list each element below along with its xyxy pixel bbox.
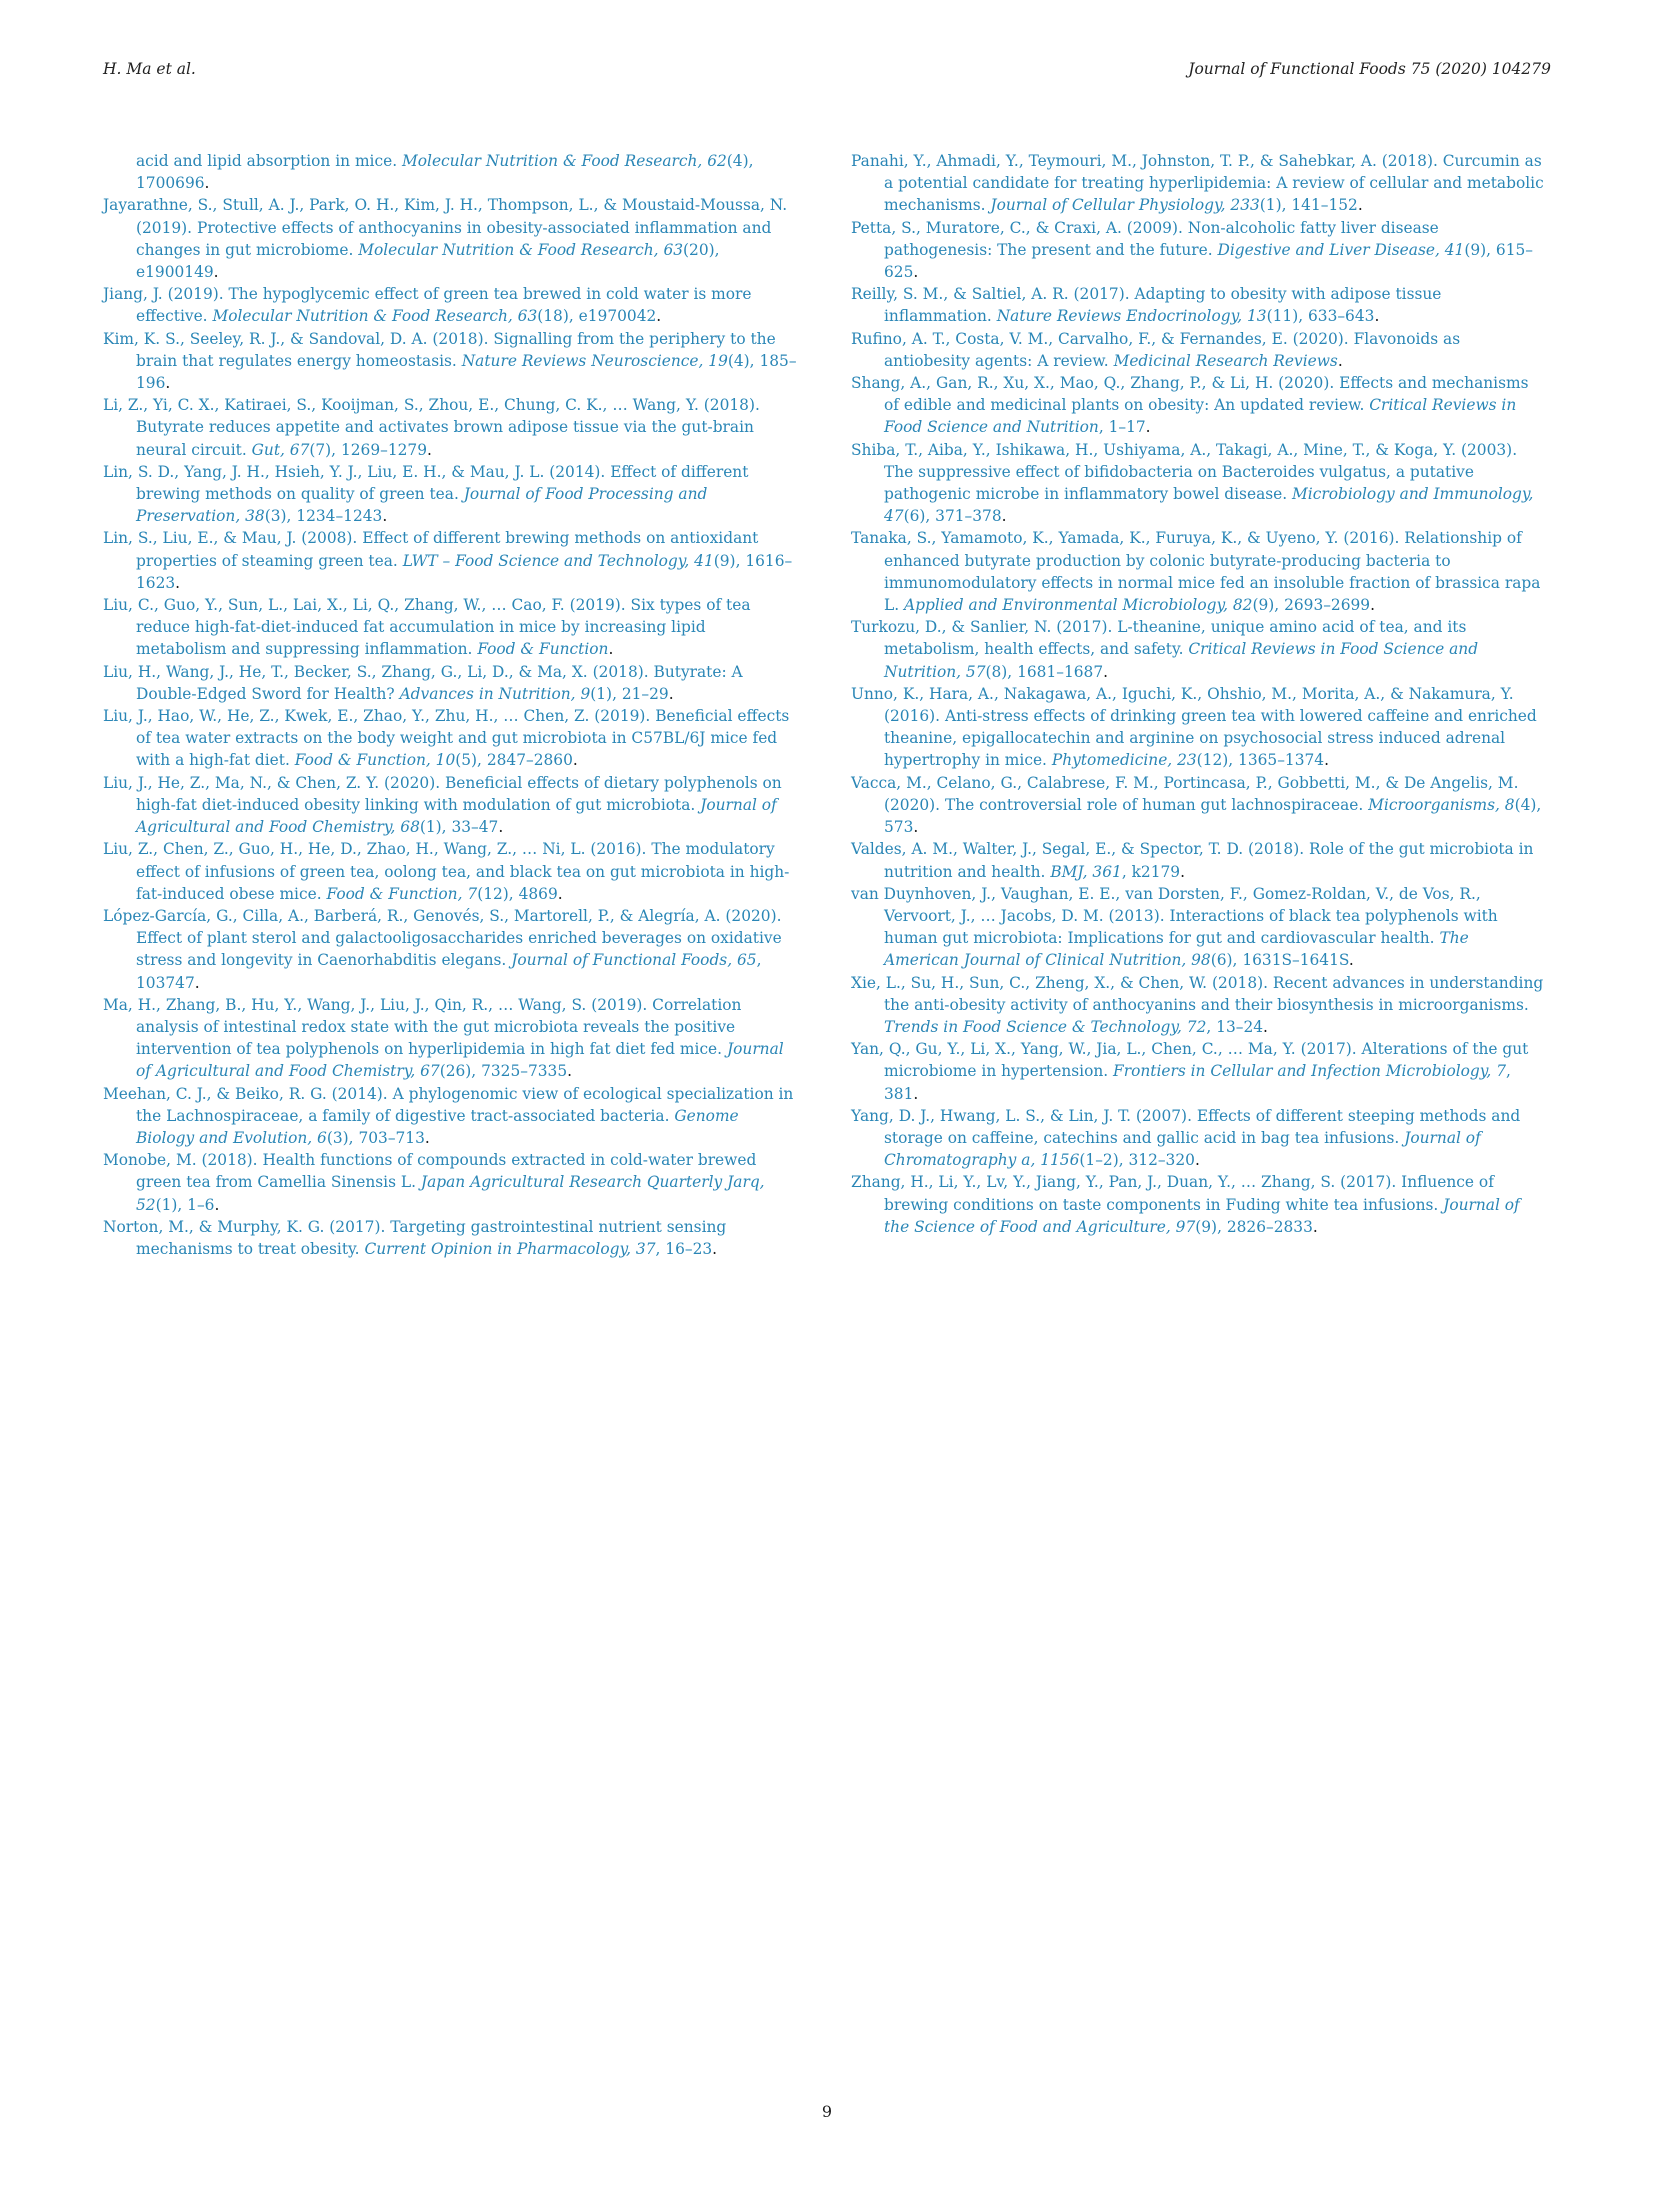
reference-text: Vacca, M., Celano, G., Calabrese, F. M., Portincasa, P., Gobbetti, M., & De Angelis, M. (2020). The controversial role of human gut lachnospiraceae. [851,773,1519,814]
reference-volume-pages: (9), 615–625 [884,240,1533,282]
references-column-right [851,150,1546,1238]
reference-volume-pages: (20), e1900149 [136,240,720,282]
reference-volume-pages: (3), 703–713 [326,1128,425,1147]
reference-text: Yan, Q., Gu, Y., Li, X., Yang, W., Jia, L., Chen, C., … Ma, Y. (2017). Alterations of the gut microbiome in hypertension. [851,1040,1529,1081]
reference-volume-pages: (5), 2847–2860 [455,751,573,770]
reference-text: Jayarathne, S., Stull, A. J., Park, O. H., Kim, J. H., Thompson, L., & Moustaid-Moussa, N. (2019). Protective effects of anthocyanins in obesity-associated inflammation and changes in gut microbiome. [103,196,788,259]
reference-period: . [1357,196,1363,215]
reference-period: . [567,1062,573,1081]
reference-text: Liu, J., He, Z., Ma, N., & Chen, Z. Y. (2020). Beneficial effects of dietary polyphenols on high-fat diet-induced obesity linking with modulation of gut microbiota. [103,773,782,814]
reference-text: Norton, M., & Murphy, K. G. (2017). Targeting gastrointestinal nutrient sensing mechanisms to treat obesity. [103,1217,727,1258]
reference-entry[interactable] [851,972,1546,1039]
reference-volume-pages: (4), 573 [884,795,1542,837]
reference-journal: BMJ, 361 [1050,862,1122,881]
reference-volume-pages: (3), 1234–1243 [264,507,383,526]
reference-entry[interactable] [851,328,1546,372]
reference-entry[interactable] [851,838,1546,882]
reference-text: Shang, A., Gan, R., Xu, X., Mao, Q., Zhang, P., & Li, H. (2020). Effects and mechanisms of edible and medicinal plants on obesity: An updated review. [851,374,1529,415]
reference-text: Shiba, T., Aiba, Y., Ishikawa, H., Ushiyama, A., Takagi, A., Mine, T., & Koga, Y. (2003). The suppressive effect of bifidobacteria on Bacteroides vulgatus, a putative pathogenic microbe in inflammatory bowel disease. [851,440,1518,504]
reference-entry[interactable] [103,1083,798,1150]
reference-text: acid and lipid absorption in mice. [136,152,402,170]
reference-journal: Current Opinion in Pharmacology, 37 [364,1239,656,1258]
reference-volume-pages: , 16–23 [655,1239,713,1258]
reference-volume-pages: (6), 371–378 [903,507,1002,526]
reference-journal: Nature Reviews Neuroscience, 19 [461,351,728,370]
reference-journal: Advances in Nutrition, 9 [399,684,591,703]
reference-text: Monobe, M. (2018). Health functions of compounds extracted in cold-water brewed green tea from Camellia Sinensis L. [103,1151,757,1192]
reference-period: . [1312,1217,1318,1236]
reference-text: Kim, K. S., Seeley, R. J., & Sandoval, D. A. (2018). Signalling from the periphery to the brain that regulates energy homeostasis. [103,329,776,370]
reference-volume-pages: (26), 7325–7335 [439,1062,568,1081]
reference-period: . [204,174,210,193]
reference-text: van Duynhoven, J., Vaughan, E. E., van Dorsten, F., Gomez-Roldan, V., de Vos, R., Vervoort, J., … Jacobs, D. M. (2013). Interactions of black tea polyphenols with human gut microbiota: Implications for gut and cardiovascular health. [851,884,1498,948]
reference-text: Liu, C., Guo, Y., Sun, L., Lai, X., Li, Q., Zhang, W., … Cao, F. (2019). Six types of tea reduce high-fat-diet-induced fat accumulation in mice by increasing lipid metabolism and suppressing inflammation. [103,596,751,659]
reference-volume-pages: (1), 33–47 [419,818,499,837]
reference-text: Yang, D. J., Hwang, L. S., & Lin, J. T. (2007). Effects of different steeping methods and storage on caffeine, catechins and gallic acid in bag tea infusions. [851,1106,1521,1147]
reference-period: . [712,1239,718,1258]
reference-period: . [498,818,504,837]
reference-journal: Journal of Chromatography a, 1156 [884,1128,1481,1170]
reference-text: Liu, Z., Chen, Z., Guo, H., He, D., Zhao, H., Wang, Z., … Ni, L. (2016). The modulatory effect of infusions of green tea, oolong tea, and black tea on gut microbiota in high-fat-induced obese mice. [103,840,790,903]
reference-entry[interactable] [851,1105,1546,1172]
reference-period: . [1001,507,1007,526]
reference-journal: Journal of Cellular Physiology, 233 [990,196,1260,215]
reference-entry[interactable] [851,616,1546,683]
reference-entry[interactable] [851,527,1546,616]
reference-volume-pages: (1–2), 312–320 [1079,1151,1195,1170]
reference-entry[interactable] [851,439,1546,528]
reference-entry[interactable] [851,150,1546,217]
reference-volume-pages: (9), 2693–2699 [1252,596,1371,615]
reference-journal: Molecular Nutrition & Food Research, 62 [402,152,727,170]
reference-journal: Journal of Functional Foods, 65 [511,951,757,970]
reference-period: . [427,440,432,459]
references-column-left [103,150,798,1260]
reference-journal: Journal of the Science of Food and Agriculture, 97 [884,1195,1520,1236]
reference-entry[interactable] [851,283,1546,327]
reference-journal: Journal of Agricultural and Food Chemistry, 67 [136,1040,784,1081]
reference-entry[interactable] [103,594,798,661]
reference-volume-pages: (7), 1269–1279 [309,440,427,459]
reference-text: Lin, S. D., Yang, J. H., Hsieh, Y. J., Liu, E. H., & Mau, J. L. (2014). Effect of different brewing methods on quality of green tea. [103,462,749,504]
reference-journal: Journal of Food Processing and Preservation, 38 [136,485,708,526]
running-head-journal: Journal of Functional Foods 75 (2020) 104279 [1188,60,1551,78]
reference-entry[interactable] [851,683,1546,772]
reference-journal: Phytomedicine, 23 [1051,751,1197,770]
reference-period: . [424,1128,430,1147]
reference-text: Xie, L., Su, H., Sun, C., Zheng, X., & Chen, W. (2018). Recent advances in understanding the anti-obesity activity of anthocyanins and their biosynthesis in microorganisms. [851,973,1544,1014]
reference-entry[interactable] [103,772,798,839]
reference-volume-pages: , 103747 [136,951,762,992]
reference-period: . [214,1195,220,1214]
reference-journal: Molecular Nutrition & Food Research, 63 [212,307,538,326]
running-head-authors: H. Ma et al. [103,60,196,78]
reference-volume-pages: (9), 1616–1623 [136,551,793,592]
reference-journal: Microorganisms, 8 [1368,795,1515,814]
reference-entry[interactable] [103,283,798,327]
reference-journal: Critical Reviews in Food Science and Nutrition [884,396,1517,437]
reference-text: Meehan, C. J., & Beiko, R. G. (2014). A phylogenomic view of ecological specialization in the Lachnospiraceae, a family of digestive tract-associated bacteria. [103,1084,794,1125]
reference-entry[interactable] [103,994,798,1083]
reference-volume-pages: (12), 4869 [477,884,558,903]
reference-journal: Applied and Environmental Microbiology, 82 [904,596,1253,615]
reference-journal: Medicinal Research Reviews [1113,351,1338,370]
reference-journal: Microbiology and Immunology, 47 [884,485,1534,526]
reference-entry[interactable] [103,150,798,194]
reference-entry[interactable] [851,372,1546,439]
reference-journal: Molecular Nutrition & Food Research, 63 [358,240,684,259]
reference-journal: Food & Function, 10 [294,751,456,770]
reference-entry[interactable] [103,194,798,283]
reference-journal: Journal of Agricultural and Food Chemistry, 68 [136,795,777,837]
reference-journal: Trends in Food Science & Technology, 72 [884,1017,1207,1036]
reference-text: Jiang, J. (2019). The hypoglycemic effect of green tea brewed in cold water is more effective. [103,285,752,326]
reference-volume-pages: (11), 633–643 [1266,307,1375,326]
running-head [103,60,1551,82]
reference-entry[interactable] [103,1216,798,1260]
reference-text: Lin, S., Liu, E., & Mau, J. (2008). Effect of different brewing methods on antioxidant properties of steaming green tea. [103,529,759,570]
reference-period: . [913,1084,919,1103]
reference-volume-pages: (12), 1365–1374 [1196,751,1325,770]
reference-entry[interactable] [103,394,798,461]
reference-volume-pages: (1), 141–152 [1259,196,1358,215]
reference-period: . [1370,596,1376,615]
reference-entry[interactable] [103,328,798,395]
reference-journal: The American Journal of Clinical Nutrition, 98 [884,929,1469,970]
reference-text: Valdes, A. M., Walter, J., Segal, E., & Spector, T. D. (2018). Role of the gut microbiota in nutrition and health. [851,840,1534,881]
reference-period: . [1337,351,1343,370]
reference-journal: Food & Function, 7 [326,884,478,903]
reference-text: Panahi, Y., Ahmadi, Y., Teymouri, M., Johnston, T. P., & Sahebkar, A. (2018). Curcumin as a potential candidate for treating hyperlipidemia: A review of cellular and metabolic mechanisms. [851,152,1544,215]
reference-text: Tanaka, S., Yamamoto, K., Yamada, K., Furuya, K., & Uyeno, Y. (2016). Relationship of enhanced butyrate production by colonic butyrate-producing bacteria to immunomodulatory effects in normal mice fed an insoluble fraction of brassica rapa L. [851,529,1541,615]
reference-volume-pages: , 381 [884,1062,1511,1103]
reference-period: . [382,507,388,526]
reference-period: . [175,573,181,592]
reference-text: Ma, H., Zhang, B., Hu, Y., Wang, J., Liu, J., Qin, R., … Wang, S. (2019). Correlation analysis of intestinal redox state with the gut microbiota reveals the positive intervention of tea polyphenols on hyperlipidemia in high fat diet fed mice. [103,995,742,1059]
reference-text: Unno, K., Hara, A., Nakagawa, A., Iguchi, K., Ohshio, M., Morita, A., & Nakamura, Y. (2016). Anti-stress effects of drinking green tea with lowered caffeine and enriched theanine, epigallocatechin and arginine on psychosocial stress induced adrenal hypertrophy in mice. [851,684,1537,770]
reference-entry[interactable] [851,883,1546,972]
reference-period: . [1180,862,1185,881]
reference-volume-pages: , 13–24 [1206,1017,1264,1036]
reference-journal: Genome Biology and Evolution, 6 [136,1106,739,1147]
reference-entry[interactable] [851,217,1546,284]
reference-period: . [1145,418,1151,437]
reference-entry[interactable] [851,1171,1546,1238]
reference-text: Zhang, H., Li, Y., Lv, Y., Jiang, Y., Pan, J., Duan, Y., … Zhang, S. (2017). Influence of brewing conditions on taste components in Fuding white tea infusions. [851,1173,1494,1214]
reference-period: . [608,640,614,659]
reference-period: . [1374,307,1380,326]
reference-journal: Nature Reviews Endocrinology, 13 [996,307,1267,326]
reference-journal: LWT – Food Science and Technology, 41 [402,551,714,570]
reference-volume-pages: (1), 1–6 [155,1195,215,1214]
reference-entry[interactable] [103,905,798,994]
reference-volume-pages: (4), 1700696 [136,152,754,193]
reference-entry[interactable] [103,838,798,905]
reference-journal: Japan Agricultural Research Quarterly Jarq, 52 [136,1173,765,1214]
reference-volume-pages: , 1–17 [1098,418,1146,437]
reference-period: . [165,374,171,393]
reference-period: . [557,884,563,903]
reference-entry[interactable] [103,461,798,528]
reference-period: . [213,263,219,282]
reference-entry[interactable] [103,1149,798,1216]
reference-period: . [913,263,919,282]
reference-entry[interactable] [103,527,798,594]
reference-text: Reilly, S. M., & Saltiel, A. R. (2017). Adapting to obesity with adipose tissue inflammation. [851,285,1442,326]
reference-text: Liu, H., Wang, J., He, T., Becker, S., Zhang, G., Li, D., & Ma, X. (2018). Butyrate: A Double-Edged Sword for Health? [103,662,743,703]
reference-entry[interactable] [103,705,798,772]
reference-text: Turkozu, D., & Sanlier, N. (2017). L-theanine, unique amino acid of tea, and its metabolism, health effects, and safety. [851,618,1467,659]
reference-journal: Digestive and Liver Disease, 41 [1217,240,1465,259]
reference-text: López-García, G., Cilla, A., Barberá, R., Genovés, S., Martorell, P., & Alegría, A. (2020). Effect of plant sterol and galactooligosaccharides enriched beverages on oxidative stress and longevity in Caenorhabditis elegans. [103,906,782,970]
reference-entry[interactable] [103,661,798,705]
reference-text: Li, Z., Yi, C. X., Katiraei, S., Kooijman, S., Zhou, E., Chung, C. K., … Wang, Y. (2018). Butyrate reduces appetite and activates brown adipose tissue via the gut-brain neural circuit. [103,396,760,459]
reference-volume-pages: (18), e1970042 [537,307,657,326]
reference-journal: Critical Reviews in Food Science and Nutrition, 57 [884,640,1479,681]
reference-entry[interactable] [851,772,1546,839]
reference-period: . [194,973,200,992]
page-number: 9 [821,2102,833,2121]
reference-period: . [656,307,662,326]
reference-volume-pages: , k2179 [1121,862,1181,881]
reference-journal: Food & Function [477,640,609,659]
reference-text: Rufino, A. T., Costa, V. M., Carvalho, F., & Fernandes, E. (2020). Flavonoids as antiobesity agents: A review. [851,329,1461,370]
reference-volume-pages: (1), 21–29 [590,684,669,703]
reference-volume-pages: (4), 185–196 [136,351,797,393]
reference-period: . [1263,1017,1268,1036]
reference-period: . [572,751,578,770]
reference-volume-pages: (6), 1631S–1641S [1210,951,1349,970]
reference-period: . [1103,662,1109,681]
reference-entry[interactable] [851,1038,1546,1105]
reference-period: . [1324,751,1329,770]
reference-text: Petta, S., Muratore, C., & Craxi, A. (2009). Non-alcoholic fatty liver disease pathogenesis: The present and the future. [851,218,1439,259]
reference-period: . [668,684,674,703]
reference-journal: Frontiers in Cellular and Infection Microbiology, 7 [1113,1062,1506,1081]
reference-period: . [1194,1151,1200,1170]
reference-period: . [913,818,919,837]
reference-text: Liu, J., Hao, W., He, Z., Kwek, E., Zhao, Y., Zhu, H., … Chen, Z. (2019). Beneficial effects of tea water extracts on the body weight and gut microbiota in C57BL/6J mice fed with a high-fat diet. [103,707,790,770]
reference-volume-pages: (8), 1681–1687 [985,662,1104,681]
reference-volume-pages: (9), 2826–2833 [1195,1217,1313,1236]
reference-period: . [1348,951,1354,970]
reference-journal: Gut, 67 [251,440,310,459]
